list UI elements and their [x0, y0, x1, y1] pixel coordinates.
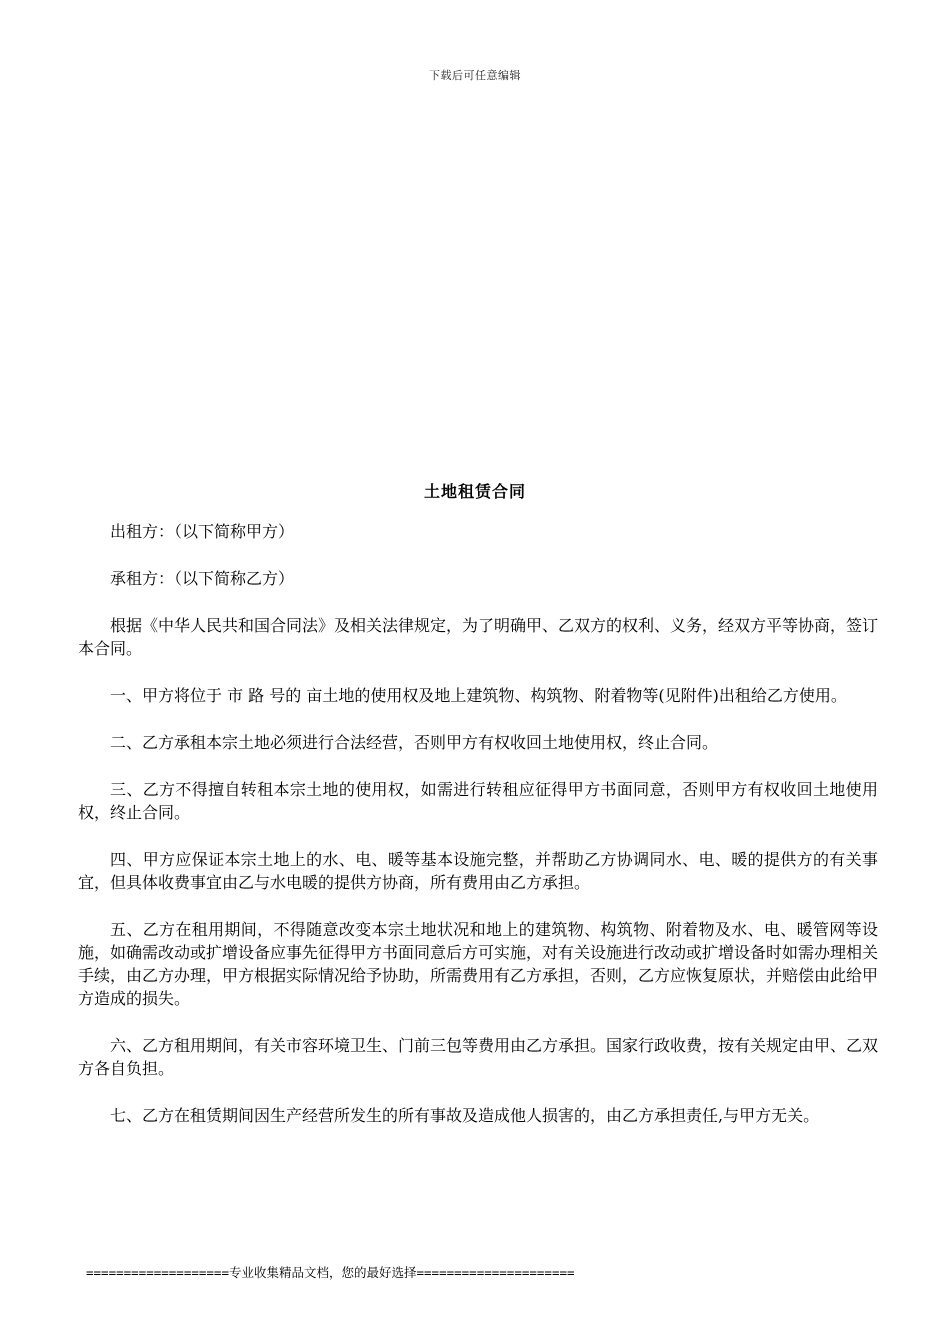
clause-7: 七、乙方在租赁期间因生产经营所发生的所有事故及造成他人损害的，由乙方承担责任,与甲方无关。 — [110, 1106, 820, 1125]
clause-6: 六、乙方租用期间，有关市容环境卫生、门前三包等费用由乙方承担。国家行政收费，按有关规定由甲、乙双方各自负担。 — [78, 1036, 879, 1078]
page-header-note: 下载后可任意编辑 — [429, 69, 521, 82]
lessee-line: 承租方：（以下简称乙方） — [110, 569, 295, 588]
clause-3: 三、乙方不得擅自转租本宗土地的使用权，如需进行转租应征得甲方书面同意，否则甲方有权收回土地使用权，终止合同。 — [78, 780, 878, 822]
clause-2: 二、乙方承租本宗土地必须进行合法经营，否则甲方有权收回土地使用权，终止合同。 — [110, 733, 719, 752]
preamble-paragraph: 根据《中华人民共和国合同法》及相关法律规定，为了明确甲、乙双方的权利、义务，经双方平等协商，签订本合同。 — [78, 616, 879, 658]
clause-5: 五、乙方在租用期间，不得随意改变本宗土地状况和地上的建筑物、构筑物、附着物及水、电、暖管网等设施，如确需改动或扩增设备应事先征得甲方书面同意后方可实施，对有关设施进行改动或扩增设备时如需办理相关手续，由乙方办理，甲方根据实际情况给予协助，所需费用有乙方承担，否则，乙方应恢复原状，并赔偿由此给甲方造成的损失。 — [78, 920, 879, 1008]
page-footer-banner: ===================专业收集精品文档，您的最好选择===================== — [86, 1265, 575, 1280]
clause-1: 一、甲方将位于 市 路 号的 亩土地的使用权及地上建筑物、构筑物、附着物等(见附件)出租给乙方使用。 — [110, 686, 847, 705]
document-body — [78, 520, 878, 1151]
lessor-line: 出租方：（以下简称甲方） — [110, 522, 295, 541]
clause-4: 四、甲方应保证本宗土地上的水、电、暖等基本设施完整，并帮助乙方协调同水、电、暖的提供方的有关事宜，但具体收费事宜由乙与水电暖的提供方协商，所有费用由乙方承担。 — [78, 850, 878, 892]
document-title: 土地租赁合同 — [423, 482, 526, 501]
